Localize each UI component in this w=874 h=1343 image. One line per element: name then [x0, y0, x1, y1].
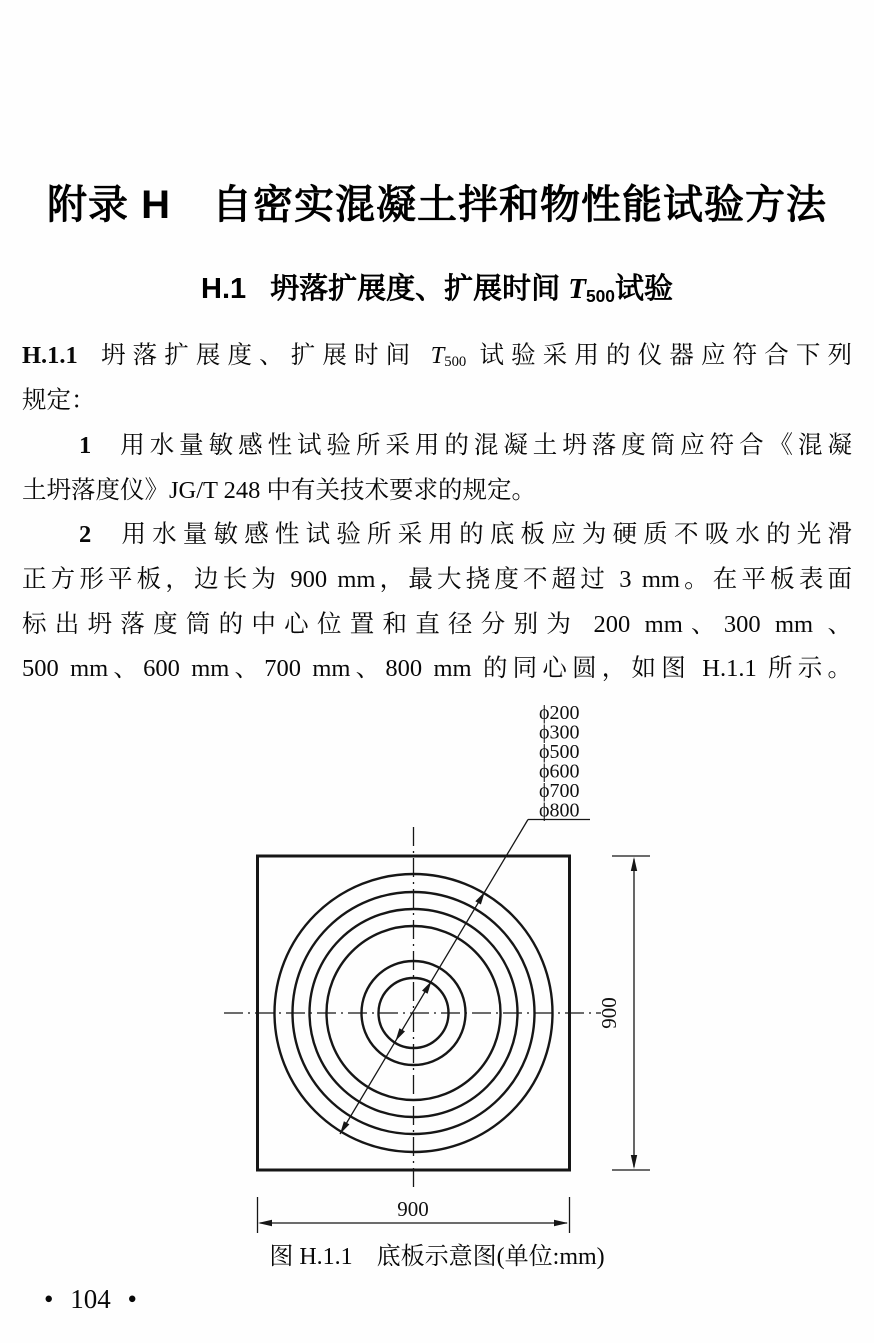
list-item-2-line3: 标出坍落度筒的中心位置和直径分别为 200 mm、300 mm 、 [22, 611, 852, 638]
section-heading-text: 坍落扩展度、扩展时间 [270, 273, 569, 305]
clause-text: 坍落扩展度、扩展时间 [93, 342, 431, 369]
clause-number: H.1.1 [22, 342, 78, 369]
t500-variable: T [430, 342, 445, 369]
arrowhead-inner-lower-icon [396, 1028, 406, 1041]
arrowhead-outer-lower-icon [340, 1121, 349, 1134]
clause-h111-line2: 规定： [22, 387, 96, 414]
centerlines [224, 827, 601, 1191]
label-phi-500: ϕ500 [539, 741, 580, 763]
t500-variable: T [568, 273, 586, 305]
page-number: • 104 • [44, 1284, 137, 1314]
arrowhead-right-icon [554, 1220, 568, 1226]
label-phi-800: ϕ800 [539, 799, 580, 822]
leader-diagonal [340, 820, 528, 1135]
label-phi-700: ϕ700 [539, 780, 580, 802]
label-phi-200: ϕ200 [539, 702, 580, 724]
t500-subscript: 500 [585, 285, 615, 306]
right-dimension-value: 900 [597, 997, 621, 1029]
arrowhead-left-icon [258, 1220, 272, 1226]
list-item-number: 1 [79, 432, 92, 459]
list-item-2-line4: 500 mm、600 mm、700 mm、800 mm 的同心圆，如图 H.1.1 所示。 [22, 655, 852, 682]
list-item-1-line2: 土坍落度仪》JG/T 248 中有关技术要求的规定。 [22, 477, 537, 504]
arrowhead-outer-upper-icon [475, 892, 485, 905]
arrowhead-down-icon [631, 1155, 637, 1169]
t500-subscript: 500 [444, 354, 467, 371]
bottom-dimension-value: 900 [397, 1197, 429, 1221]
arrowhead-inner-upper-icon [422, 981, 432, 994]
list-item-text: 用水量敏感性试验所采用的混凝土坍落度筒应符合《混凝 [115, 432, 852, 459]
label-phi-600: ϕ600 [539, 760, 580, 783]
list-item-number: 2 [79, 521, 92, 548]
figure-caption: 图 H.1.1 底板示意图(单位:mm) [269, 1244, 605, 1270]
list-item-2-line2: 正方形平板，边长为 900 mm，最大挠度不超过 3 mm。在平板表面 [22, 566, 852, 593]
diameter-labels [539, 702, 580, 822]
list-item-text: 用水量敏感性试验所采用的底板应为硬质不吸水的光滑 [115, 521, 852, 548]
appendix-title: 附录 H 自密实混凝土拌和物性能试验方法 [47, 182, 827, 227]
label-phi-300: ϕ300 [539, 721, 580, 744]
section-heading-text-post: 试验 [614, 273, 673, 305]
clause-text: 试验采用的仪器应符合下列 [466, 342, 852, 369]
section-number: H.1 [201, 273, 247, 305]
arrowhead-up-icon [631, 857, 637, 871]
